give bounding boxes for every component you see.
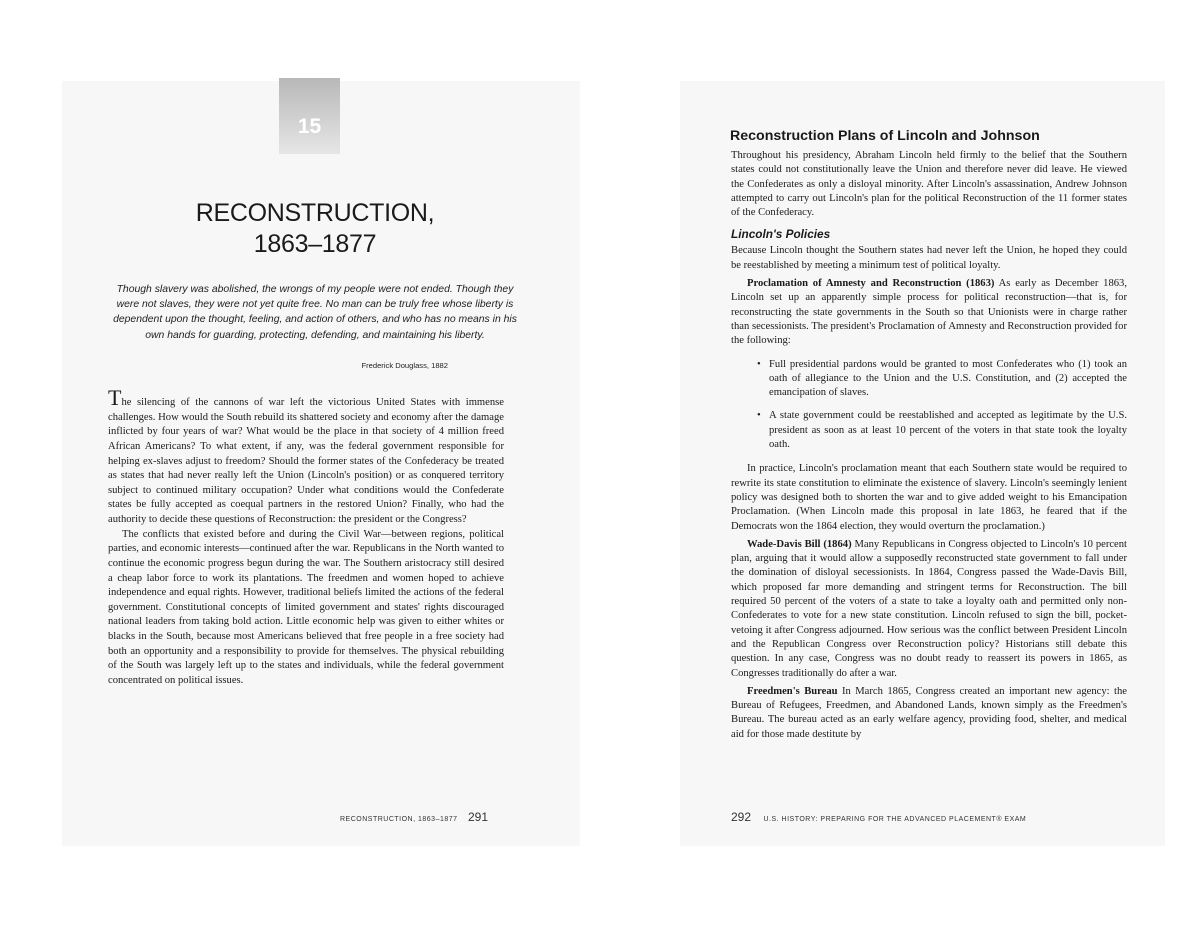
proclamation-paragraph — [731, 277, 1127, 348]
chapter-number: 15 — [297, 115, 322, 138]
proclamation-text: As early as December 1863, Lincoln set up an apparently simple process for political reconstruction—that is, for reconstructing the state governments in the South so that Unionists were in charge rather than secessionists. The president's Proclamation of Amnesty and Reconstruction provided for the following: — [731, 278, 1127, 347]
freedmens-bureau-lead: Freedmen's Bureau — [747, 685, 838, 697]
right-footer — [731, 808, 1131, 826]
policies-paragraph: Because Lincoln thought the Southern states had never left the Union, he hoped they could be reestablished by meeting a minimum test of political loyalty. — [731, 245, 1127, 271]
wade-davis-text: Many Republicans in Congress objected to Lincoln's 10 percent plan, arguing that it would allow a supposedly reconstructed state government to fall under the domination of disloyal secessionists. In 1864, Congress passed the Wade-Davis Bill, which proposed far more demanding and stringent terms for Reconstruction. The bill required 50 percent of the voters of a state to take a loyalty oath and permitted only non-Confederates to vote for a new state constitution. Lincoln refused to sign the bill, pocket-vetoing it after Congress adjourned. How serious was the conflict between President Lincoln and the Republican Congress over Reconstruction policy? Historians still debate this question. In any case, Congress was no doubt ready to reassert its powers in 1865, as Congresses traditionally do after a war. — [731, 538, 1127, 679]
left-paragraph-1 — [108, 385, 504, 528]
epigraph-quote: Though slavery was abolished, the wrongs of my people were not ended. Though they were not slaves, they were not yet quite free. No man can be truly free whose liberty is dependent upon the thought, feeling, and action of others, and who has no means in his own hands for guarding, protecting, defending, and maintaining his liberty. — [113, 284, 517, 341]
chapter-title-line1: RECONSTRUCTION, — [195, 199, 435, 227]
right-running-footer: U.S. HISTORY: PREPARING FOR THE ADVANCED PLACEMENT® EXAM — [763, 816, 1027, 823]
left-footer — [340, 808, 510, 826]
right-page-number: 292 — [731, 810, 752, 824]
wade-davis-paragraph — [731, 538, 1127, 681]
list-item: • Full presidential pardons would be granted to most Confederates who (1) took an oath of allegiance to the Union and the U.S. Constitution, and (2) accepted the emancipation of slaves. — [769, 358, 1127, 401]
chapter-title — [120, 198, 510, 260]
freedmens-bureau-paragraph — [731, 685, 1127, 742]
left-running-footer: RECONSTRUCTION, 1863–1877 — [340, 816, 458, 823]
section-heading: Reconstruction Plans of Lincoln and Johnson — [730, 128, 1040, 144]
chapter-title-line2: 1863–1877 — [253, 230, 377, 258]
practice-paragraph: In practice, Lincoln's proclamation meant that each Southern state would be required to rewrite its state constitution to eliminate the existence of slavery. Lincoln's seemingly lenient policy was designed both to shorten the war and to give added weight to his Emancipation Proclamation. (When Lincoln made this proposal in late 1863, he feared that if the Democrats won the 1864 election, they would overturn the proclamation.) — [731, 463, 1127, 532]
proclamation-provisions-list — [731, 358, 1127, 453]
right-body-text — [731, 149, 1127, 742]
chapter-number-box — [279, 78, 340, 154]
list-item: • A state government could be reestablished and accepted as legitimate by the U.S. president as soon as at least 10 percent of the voters in that state took the loyalty oath. — [769, 409, 1127, 452]
wade-davis-lead: Wade-Davis Bill (1864) — [747, 538, 852, 550]
intro-paragraph: Throughout his presidency, Abraham Lincoln held firmly to the belief that the Southern states could not constitutionally leave the Union and therefore never did leave. He viewed the Confederates as only a disloyal minority. After Lincoln's assassination, Andrew Johnson attempted to carry out Lincoln's plan for the political Reconstruction of the 11 former states of the Confederacy. — [731, 150, 1127, 219]
left-paragraph-1-text: he silencing of the cannons of war left the victorious United States with immense challenges. How would the South rebuild its shattered society and economy after the damage inflicted by four years of war? What would be the place in that society of 4 million freed African Americans? To what extent, if any, was the federal government responsible for helping ex-slaves adjust to freedom? Should the former states of the Confederacy be treated as states that had never really left the Union (Lincoln's position) or as conquered territory subject to continued military occupation? Under what conditions would the Confederate states be fully accepted as coequal partners in the restored Union? Finally, who had the authority to decide these questions of Reconstruction: the president or the Congress? — [108, 397, 504, 525]
freedmens-bureau-text: In March 1865, Congress created an important new agency: the Bureau of Refugees, Freedmen, and Abandoned Lands, known simply as the Freedmen's Bureau. The bureau acted as an early welfare agency, providing food, shelter, and medical aid for those made destitute by — [731, 685, 1127, 740]
subheading-lincolns-policies: Lincoln's Policies — [731, 227, 831, 242]
left-paragraph-2: The conflicts that existed before and during the Civil War—between regions, political parties, and economic interests—continued after the war. Republicans in the North wanted to continue the economic progress begun during the war. The Southern aristocracy still desired a cheap labor force to work its plantations. The freedmen and women hoped to achieve independence and equal rights. However, traditional beliefs limited the actions of the federal government. Constitutional concepts of limited government and states' rights discouraged national leaders from taking bold action. Little economic help was given to either whites or blacks in the South, because most Americans believed that free people in a free society had both an opportunity and a responsibility to provide for themselves. The physical rebuilding of the South was largely left up to the states and individuals, while the federal government concentrated on political issues. — [108, 528, 504, 686]
proclamation-lead: Proclamation of Amnesty and Reconstruction (1863) — [747, 278, 995, 290]
epigraph-attribution: Frederick Douglass, 1882 — [361, 361, 448, 370]
drop-cap: T — [108, 385, 122, 410]
left-body-text — [108, 385, 504, 689]
left-page-number: 291 — [468, 810, 489, 824]
